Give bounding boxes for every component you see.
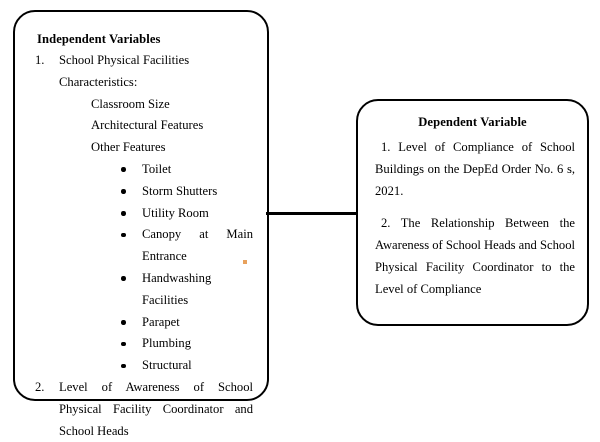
bullet-label: Canopy at Main Entrance bbox=[142, 227, 253, 264]
list-item bbox=[121, 159, 253, 181]
bullet-label: Parapet bbox=[142, 314, 180, 329]
dependent-paragraph-1: 1. Level of Compliance of School Buildings on the DepEd Order No. 6 s, 2021. bbox=[375, 140, 575, 198]
bullet-icon bbox=[121, 233, 126, 238]
feature-architectural-features: Architectural Features bbox=[91, 118, 204, 133]
bullet-icon bbox=[121, 189, 126, 194]
bullet-label: Handwashing Facilities bbox=[142, 270, 212, 307]
dependent-variable-content bbox=[375, 137, 575, 301]
horizontal-connector-line bbox=[266, 212, 359, 215]
list-item bbox=[121, 181, 253, 203]
list-item-label: Level of Awareness of School Physical Facility Coordinator and School Heads bbox=[59, 379, 253, 438]
independent-variables-content bbox=[35, 50, 253, 442]
bullet-icon bbox=[121, 342, 126, 347]
bullet-icon bbox=[121, 211, 126, 216]
list-item-number: 2. bbox=[35, 379, 45, 394]
bullet-label: Structural bbox=[142, 358, 192, 373]
list-item bbox=[35, 50, 253, 72]
list-item-number: 1. bbox=[35, 53, 45, 67]
list-item bbox=[121, 312, 253, 334]
other-features-bullet-list bbox=[35, 159, 253, 377]
bullet-label: Toilet bbox=[142, 161, 172, 176]
list-item bbox=[121, 224, 253, 268]
dependent-variable-title: Dependent Variable bbox=[418, 115, 527, 129]
bullet-icon bbox=[121, 167, 126, 172]
independent-variables-title: Independent Variables bbox=[37, 32, 161, 46]
scan-artifact-dot bbox=[243, 260, 247, 264]
list-item-label: School Physical Facilities bbox=[59, 53, 190, 67]
characteristics-label: Characteristics: bbox=[59, 74, 138, 89]
paragraph-spacer bbox=[375, 202, 575, 213]
list-item bbox=[121, 268, 253, 312]
bullet-icon bbox=[121, 276, 126, 281]
list-item bbox=[121, 355, 253, 377]
dependent-variable-box bbox=[356, 99, 589, 326]
bullet-label: Utility Room bbox=[142, 205, 209, 220]
list-item bbox=[121, 333, 253, 355]
independent-variables-box bbox=[13, 10, 269, 438]
bullet-label: Storm Shutters bbox=[142, 183, 218, 198]
bullet-label: Plumbing bbox=[142, 336, 191, 351]
list-item bbox=[121, 203, 253, 225]
list-item bbox=[35, 377, 253, 442]
bullet-icon bbox=[121, 364, 126, 369]
feature-other-features: Other Features bbox=[91, 140, 166, 155]
dependent-paragraph-2: 2. The Relationship Between the Awareness of School Heads and School Physical Facility Coordinator to the Level of Compliance bbox=[375, 216, 575, 296]
bullet-icon bbox=[121, 320, 126, 325]
feature-classroom-size: Classroom Size bbox=[91, 96, 170, 111]
